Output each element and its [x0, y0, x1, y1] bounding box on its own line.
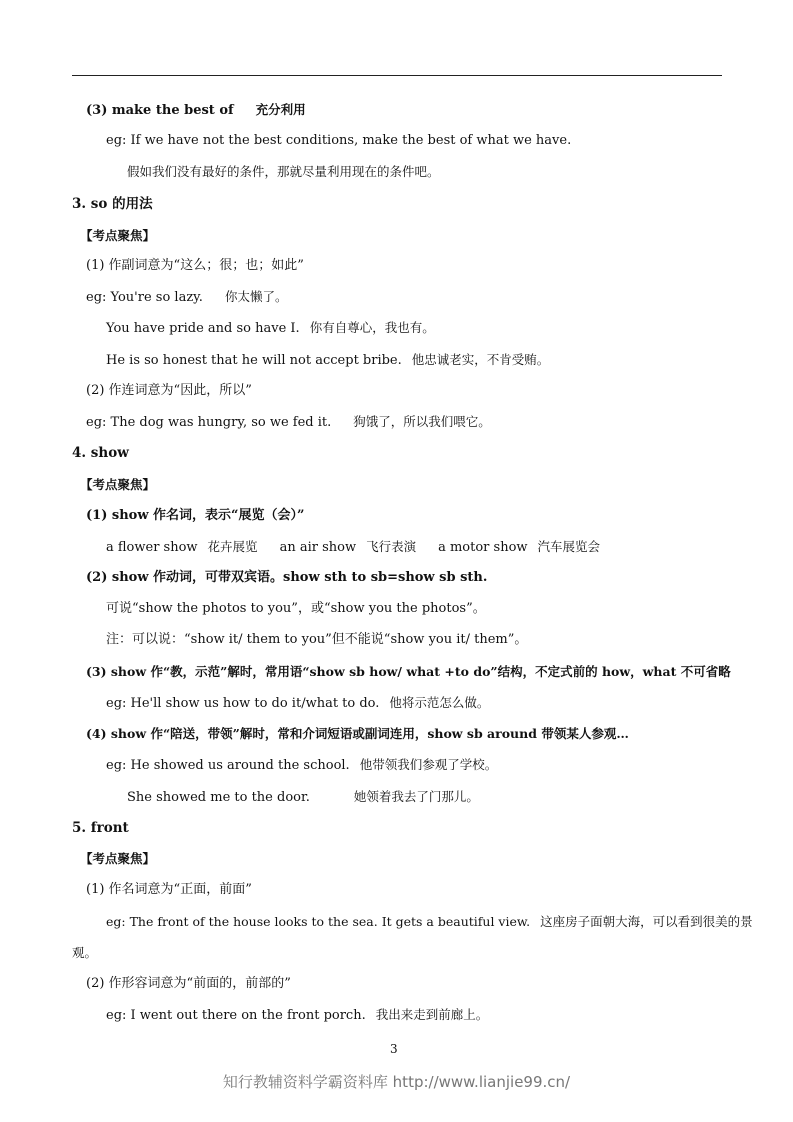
example-line [106, 133, 571, 149]
example-line [106, 320, 435, 337]
point-1: (1) show 作名词，表示“展览（会）” [86, 508, 305, 523]
example-translation [127, 164, 440, 180]
example-continuation: 观。 [72, 945, 98, 960]
section-title-front: 5. front [72, 820, 129, 836]
watermark-footer: 知行教辅资料学霸资料库 http://www.lianjie99.cn/ [222, 1073, 571, 1091]
heading-en: (3) make the best of [86, 103, 234, 118]
page-number: 3 [390, 1042, 398, 1056]
point-1: (1) 作副词意为“这么；很；也；如此” [86, 258, 304, 273]
example-en: You have pride and so have I. [106, 321, 300, 336]
point-4: (4) show 作“陪送，带领”解时，常和介词短语或副词连用，show sb around 带领某人参观… [86, 726, 629, 741]
example-en: an air show [279, 540, 357, 555]
example-en: eg: You're so lazy. [86, 290, 203, 305]
example-en: She showed me to the door. [127, 790, 310, 805]
example-en: eg: The dog was hungry, so we fed it. [86, 415, 332, 430]
example-cn: 这座房子面朝大海，可以看到很美的景 [540, 914, 753, 929]
example-line [86, 289, 287, 306]
example-en: eg: He showed us around the school. [106, 758, 350, 773]
example-en: eg: The front of the house looks to the sea. It gets a beautiful view. [106, 914, 531, 929]
example-line [106, 914, 753, 930]
focus-label: 【考点聚焦】 [80, 851, 156, 866]
example-cn: 汽车展览会 [537, 539, 601, 554]
example-cn: 花卉展览 [207, 539, 258, 554]
example-en: eg: I went out there on the front porch. [106, 1008, 366, 1023]
item-heading [86, 102, 306, 119]
section-title-show: 4. show [72, 445, 129, 461]
note-line: 注：可以说：“show it/ them to you”但不能说“show you it/ them”。 [106, 632, 528, 647]
example-cn: 飞行表演 [366, 539, 417, 554]
example-cn: 假如我们没有最好的条件，那就尽量利用现在的条件吧。 [127, 164, 440, 179]
example-line [127, 789, 479, 806]
point-2: (2) 作连词意为“因此，所以” [86, 383, 252, 398]
example-cn: 你太懒了。 [224, 289, 288, 304]
example-cn: 狗饿了，所以我们喂它。 [353, 414, 491, 429]
example-line [106, 352, 549, 369]
point-2: (2) show 作动词，可带双宾语。show sth to sb=show sb sth. [86, 570, 488, 585]
section-title-so: 3. so 的用法 [72, 196, 153, 212]
focus-label: 【考点聚焦】 [80, 228, 156, 243]
example-cn: 你有自尊心，我也有。 [309, 320, 435, 335]
example-line [86, 414, 491, 431]
example-line [106, 539, 600, 556]
header-rule [72, 75, 722, 76]
example-en: a motor show [438, 540, 528, 555]
example-cn: 他将示范怎么做。 [389, 695, 490, 710]
example-line [106, 695, 489, 712]
example-cn: 我出来走到前廊上。 [375, 1007, 489, 1022]
example-line [106, 757, 497, 774]
note-line: 可说“show the photos to you”，或“show you the photos”。 [106, 601, 486, 616]
heading-cn: 充分利用 [255, 102, 306, 117]
example-cn: 他忠诚老实，不肯受贿。 [411, 352, 550, 367]
example-line [106, 1007, 488, 1024]
example-cn: 她领着我去了门那儿。 [353, 789, 479, 804]
focus-label: 【考点聚焦】 [80, 477, 156, 492]
point-2: (2) 作形容词意为“前面的，前部的” [86, 976, 291, 991]
example-en: eg: He'll show us how to do it/what to do. [106, 696, 380, 711]
example-en: a flower show [106, 540, 198, 555]
point-1: (1) 作名词意为“正面，前面” [86, 882, 252, 897]
example-en: eg: If we have not the best conditions, make the best of what we have. [106, 133, 572, 148]
example-cn: 他带领我们参观了学校。 [359, 757, 498, 772]
example-en: He is so honest that he will not accept bribe. [106, 353, 402, 368]
point-3: (3) show 作“教，示范”解时，常用语“show sb how/ what +to do”结构，不定式前的 how，what 不可省略 [86, 664, 731, 679]
